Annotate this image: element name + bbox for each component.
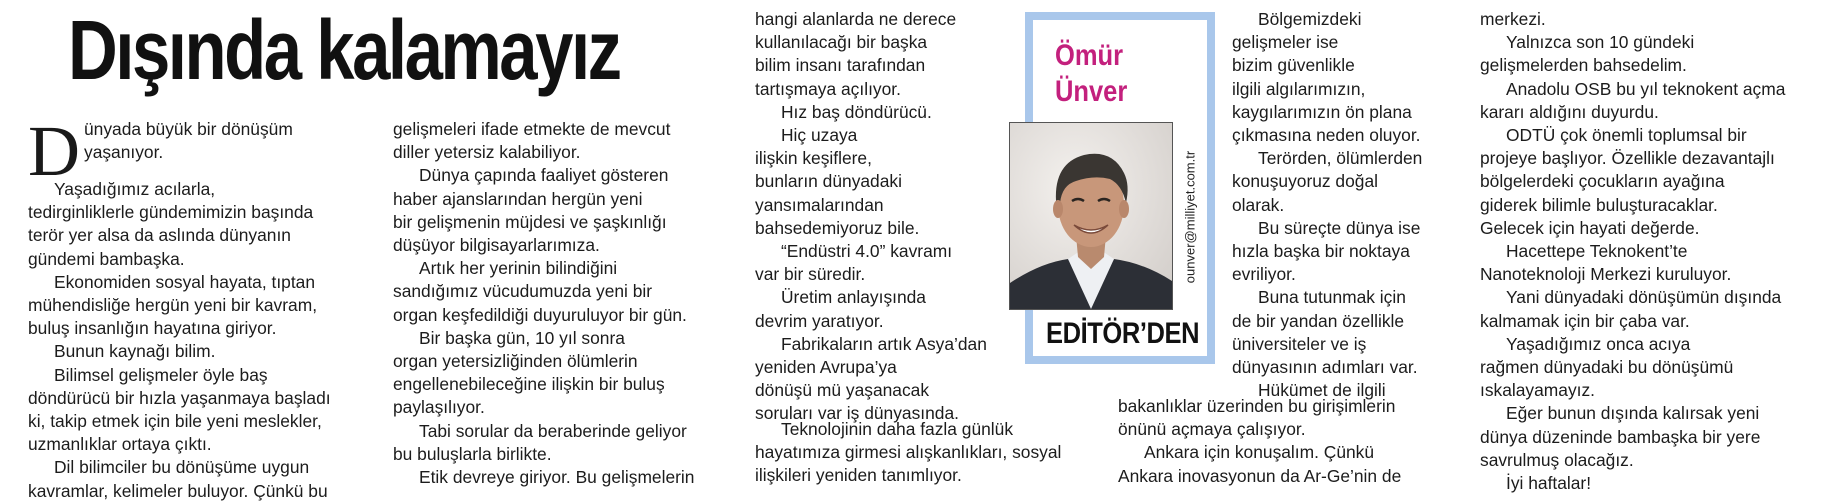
text-line: tartışmaya açılıyor. <box>755 78 901 99</box>
text-line: önünü açmaya çalışıyor. <box>1118 419 1306 440</box>
text-line: bölgelerdeki çocukların ayağına <box>1480 171 1725 192</box>
article-column-4-bottom <box>1118 395 1468 488</box>
text-line: yeniden Avrupa’ya <box>755 357 897 378</box>
text-line: devrim yaratıyor. <box>755 310 884 331</box>
text-line: dünyasının adımları var. <box>1232 357 1418 378</box>
text-line: projeye başlıyor. Özellikle dezavantajlı <box>1480 148 1775 169</box>
text-line: buluş insanlığın hayatına giriyor. <box>28 318 277 339</box>
author-photo <box>1009 122 1173 310</box>
text-line: üniversiteler ve iş <box>1232 333 1367 354</box>
text-line: gündemi bambaşka. <box>28 248 185 269</box>
text-line: Yani dünyadaki dönüşümün dışında <box>1506 287 1782 308</box>
text-line: bilim insanı tarafından <box>755 55 926 76</box>
text-line: Bir başka gün, 10 yıl sonra <box>419 327 625 348</box>
text-line: uzmanlıklar ortaya çıktı. <box>28 434 212 455</box>
text-line: yansımalarından <box>755 194 884 215</box>
author-first-name: Ömür <box>1055 39 1124 72</box>
text-line: Gelecek için hayati değerde. <box>1480 217 1700 238</box>
text-line: paylaşılıyor. <box>393 397 485 418</box>
text-line: haber ajanslarından hergün yeni <box>393 188 643 209</box>
text-line: Yaşadığımız onca acıya <box>1506 333 1691 354</box>
text-line: Buna tutunmak için <box>1258 287 1406 308</box>
text-line: kararı aldığını duyurdu. <box>1480 101 1659 122</box>
text-line: konuşuyoruz doğal <box>1232 171 1378 192</box>
text-line: bizim güvenlikle <box>1232 55 1355 76</box>
text-line: gelişmeleri ifade etmekte de mevcut <box>393 119 671 139</box>
text-line: hangi alanlarda ne derece <box>755 9 957 29</box>
text-line: kalmamak için bir çaba var. <box>1480 310 1690 331</box>
author-email-text: ounver@milliyet.com.tr <box>1182 150 1198 284</box>
text-line: döndürücü bir hızla yaşanmaya başladı <box>28 387 331 408</box>
text-line: Hükümet de ilgili <box>1258 380 1386 401</box>
text-line: Bu süreçte dünya ise <box>1258 217 1421 238</box>
text-line: ünyada büyük bir dönüşüm <box>84 119 293 139</box>
text-line: Üretim anlayışında <box>781 287 926 308</box>
text-line: tedirginliklerle gündemimizin başında <box>28 202 314 223</box>
text-line: evriliyor. <box>1232 264 1296 285</box>
text-line: çıkmasına neden oluyor. <box>1232 125 1421 146</box>
article-column-3-bottom <box>755 418 1062 488</box>
text-line: “Endüstri 4.0” kavramı <box>781 241 953 262</box>
author-name <box>1055 38 1127 110</box>
text-line: terör yer alsa da aslında dünyanın <box>28 225 291 246</box>
text-line: diller yetersiz kalabiliyor. <box>393 142 581 163</box>
text-line: Fabrikaların artık Asya’dan <box>781 333 987 354</box>
text-line: savrulmuş olacağız. <box>1480 449 1634 470</box>
text-line: olarak. <box>1232 194 1285 215</box>
text-line: gelişmelerden bahsedelim. <box>1480 55 1687 76</box>
text-line: Ekonomiden sosyal hayata, tıptan <box>54 271 316 292</box>
author-email <box>1179 124 1201 310</box>
article-column-3 <box>755 8 1005 426</box>
text-line: sandığımız vücudumuzda yeni bir <box>393 281 653 302</box>
text-line: Eğer bunun dışında kalırsak yeni <box>1506 403 1760 424</box>
headline: Dışında kalamayız <box>68 3 620 97</box>
text-line: Etik devreye giriyor. Bu gelişmelerin <box>419 467 695 488</box>
text-line: kavramlar, kelimeler buluyor. Çünkü bu <box>28 480 328 501</box>
portrait-image <box>1010 123 1172 309</box>
text-line: ıskalayamayız. <box>1480 380 1596 401</box>
text-line: Tabi sorular da beraberinde geliyor <box>419 420 687 441</box>
text-line: bahsedemiyoruz bile. <box>755 217 920 238</box>
text-line: ilgili algılarımızın, <box>1232 78 1366 99</box>
text-line: merkezi. <box>1480 9 1546 29</box>
text-line: hızla başka bir noktaya <box>1232 241 1410 262</box>
text-line: Dil bilimciler bu dönüşüme uygun <box>54 457 310 478</box>
text-line: Hız baş döndürücü. <box>781 101 932 122</box>
text-line: bir gelişmenin müjdesi ve şaşkınlığı <box>393 211 667 232</box>
text-line: ilişkin keşiflere, <box>755 148 872 169</box>
text-line: bunların dünyadaki <box>755 171 902 192</box>
text-line: ki, takip etmek için bile yeni meslekler, <box>28 411 322 432</box>
text-line: dünya düzeninde bambaşka bir yere <box>1480 426 1761 447</box>
text-line: rağmen dünyadaki bu dönüşümü <box>1480 357 1734 378</box>
text-line: ODTÜ çok önemli toplumsal bir <box>1506 125 1747 146</box>
text-line: organ keşfedildiği duyuruluyor bir gün. <box>393 304 687 325</box>
author-last-name: Ünver <box>1055 75 1128 108</box>
section-label: EDİTÖR’DEN <box>1046 317 1200 350</box>
drop-cap: D <box>28 111 80 191</box>
text-line: kullanılacağı bir başka <box>755 32 928 53</box>
text-line: Terörden, ölümlerden <box>1258 148 1423 169</box>
text-line: Hiç uzaya <box>781 125 858 146</box>
editor-box <box>1025 12 1215 364</box>
text-line: Nanoteknoloji Merkezi kuruluyor. <box>1480 264 1732 285</box>
text-line: engellenebileceğine ilişkin bir buluş <box>393 374 665 395</box>
text-line: giderek bilimle buluşturacaklar. <box>1480 194 1718 215</box>
text-line: Bilimsel gelişmeler öyle baş <box>54 364 268 385</box>
text-line: Yalnızca son 10 gündeki <box>1506 32 1695 53</box>
text-line: kaygılarımızın ön plana <box>1232 101 1412 122</box>
text-line: dönüşü mü yaşanacak <box>755 380 930 401</box>
text-line: soruları var iş dünyasında. <box>755 403 959 424</box>
text-line: Teknolojinin daha fazla günlük <box>781 419 1014 439</box>
text-line: mühendisliğe hergün yeni bir kavram, <box>28 295 318 316</box>
text-line: var bir süredir. <box>755 264 866 285</box>
text-line: Bunun kaynağı bilim. <box>54 341 216 362</box>
text-line: hayatımıza girmesi alışkanlıkları, sosyal <box>755 442 1062 463</box>
text-line: Hacettepe Teknokent’te <box>1506 241 1688 262</box>
text-line: bakanlıklar üzerinden bu girişimlerin <box>1118 396 1396 416</box>
article-column-2 <box>393 118 738 489</box>
text-line: İyi haftalar! <box>1506 473 1592 494</box>
text-line: Ankara inovasyonun da Ar-Ge’nin de <box>1118 465 1402 486</box>
text-line: ilişkileri yeniden tanımlıyor. <box>755 465 962 486</box>
article-column-4 <box>1232 8 1467 402</box>
text-line: organ yetersizliğinden ölümlerin <box>393 351 638 372</box>
text-line: düşüyor bilgisayarlarımıza. <box>393 235 600 256</box>
text-line: gelişmeler ise <box>1232 32 1339 53</box>
text-line: Artık her yerinin bilindiğini <box>419 258 618 279</box>
text-line: Bölgemizdeki <box>1258 9 1362 29</box>
article-column-1 <box>28 111 378 503</box>
text-line: Ankara için konuşalım. Çünkü <box>1144 442 1375 463</box>
text-line: yaşanıyor. <box>84 142 164 163</box>
text-line: Anadolu OSB bu yıl teknokent açma <box>1506 78 1786 99</box>
text-line: Dünya çapında faaliyet gösteren <box>419 165 669 186</box>
text-line: de bir yandan özellikle <box>1232 310 1405 331</box>
text-line: bu buluşlarla birlikte. <box>393 443 552 464</box>
article-column-5 <box>1480 8 1840 495</box>
text-line: Yaşadığımız acılarla, <box>54 179 216 199</box>
